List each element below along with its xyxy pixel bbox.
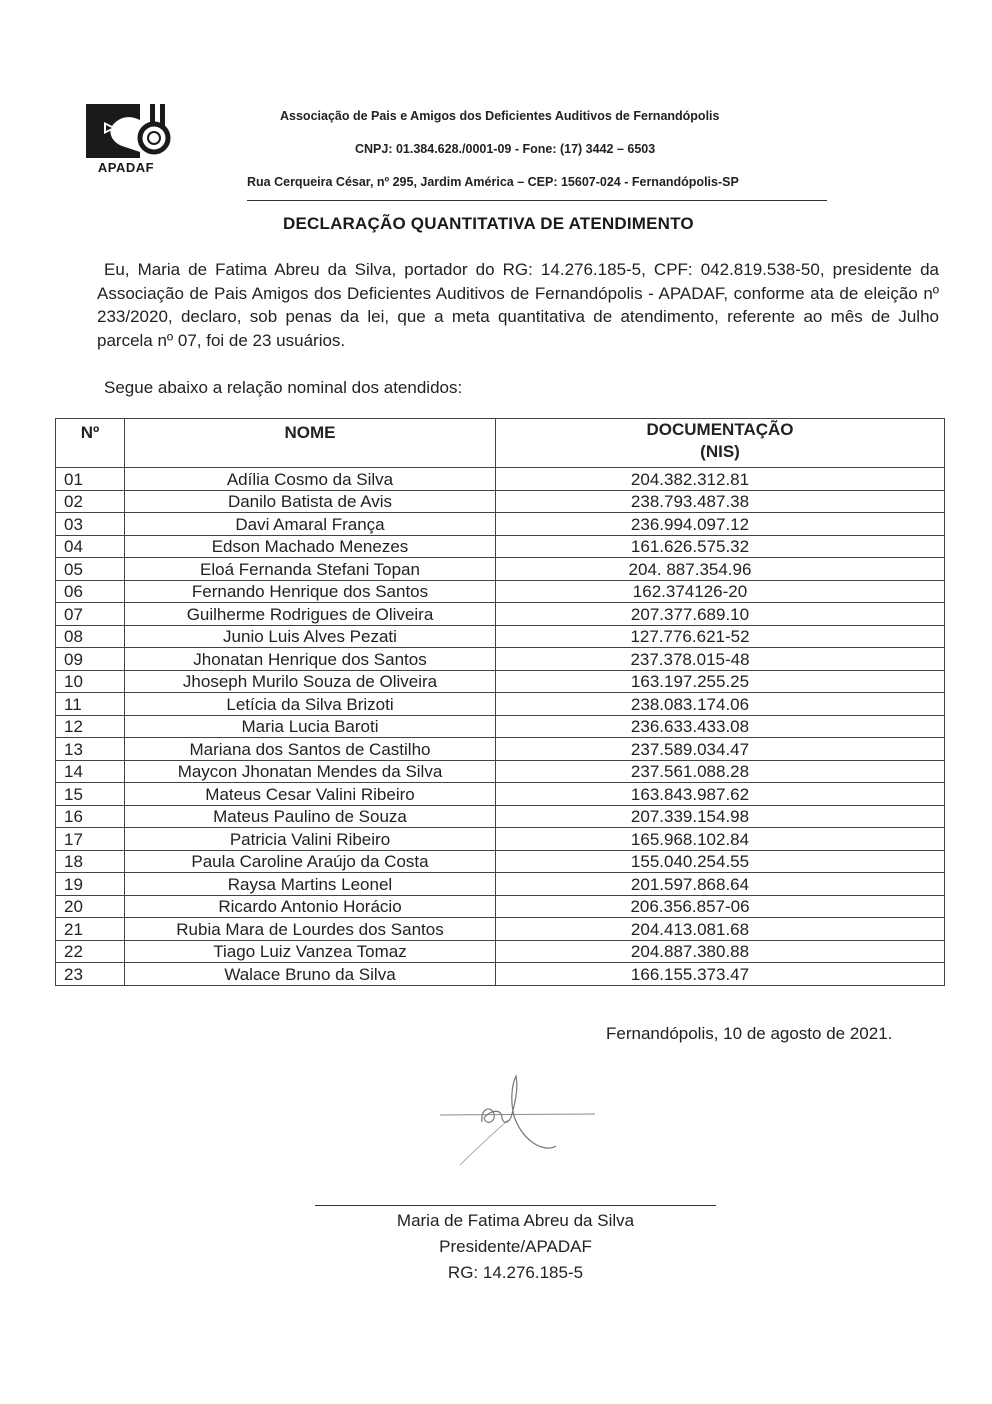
column-header-documentation-line2: (NIS) — [700, 442, 740, 461]
row-name: Patricia Valini Ribeiro — [125, 828, 496, 851]
table-row — [56, 805, 945, 828]
table-row — [56, 850, 945, 873]
row-number: 23 — [56, 963, 125, 986]
row-name: Letícia da Silva Brizoti — [125, 693, 496, 716]
table-row — [56, 738, 945, 761]
handwritten-signature — [420, 1070, 620, 1170]
column-header-documentation-line1: DOCUMENTAÇÃO — [646, 420, 794, 439]
row-nis: 206.356.857-06 — [496, 895, 945, 918]
row-nis: 163.843.987.62 — [496, 783, 945, 806]
table-row — [56, 490, 945, 513]
table-row — [56, 513, 945, 536]
table-row — [56, 693, 945, 716]
row-name: Junio Luis Alves Pezati — [125, 625, 496, 648]
column-header-name: NOME — [125, 419, 496, 468]
row-name: Eloá Fernanda Stefani Topan — [125, 558, 496, 581]
row-number: 06 — [56, 580, 125, 603]
header-divider — [247, 200, 827, 201]
row-number: 03 — [56, 513, 125, 536]
row-number: 18 — [56, 850, 125, 873]
table-row — [56, 963, 945, 986]
declaration-text: Eu, Maria de Fatima Abreu da Silva, portador do RG: 14.276.185-5, CPF: 042.819.538-50, presidente da Associação de Pais Amigos dos Deficientes Auditivos de Fernandópolis - APADAF, conforme ata de eleição nº 233/2020, declaro, sob penas da lei, que a meta quantitativa de atendimento, referente ao mês de Julho parcela nº 07, foi de 23 usuários. — [97, 260, 939, 350]
row-number: 14 — [56, 760, 125, 783]
declaration-paragraph — [97, 258, 939, 352]
table-row — [56, 670, 945, 693]
row-name: Raysa Martins Leonel — [125, 873, 496, 896]
row-nis: 127.776.621-52 — [496, 625, 945, 648]
signatory-name: Maria de Fatima Abreu da Silva — [396, 1211, 635, 1230]
row-nis: 201.597.868.64 — [496, 873, 945, 896]
table-header-row — [56, 419, 945, 468]
organization-address: Rua Cerqueira César, nº 295, Jardim América – CEP: 15607-024 - Fernandópolis-SP — [247, 175, 739, 189]
row-name: Tiago Luiz Vanzea Tomaz — [125, 940, 496, 963]
row-nis: 207.339.154.98 — [496, 805, 945, 828]
row-number: 17 — [56, 828, 125, 851]
row-number: 08 — [56, 625, 125, 648]
table-row — [56, 940, 945, 963]
list-intro-text: Segue abaixo a relação nominal dos atendidos: — [104, 378, 463, 397]
row-number: 22 — [56, 940, 125, 963]
row-number: 12 — [56, 715, 125, 738]
row-number: 01 — [56, 468, 125, 491]
row-number: 15 — [56, 783, 125, 806]
column-header-number: Nº — [56, 419, 125, 468]
row-number: 21 — [56, 918, 125, 941]
row-name: Davi Amaral França — [125, 513, 496, 536]
row-nis: 204.382.312.81 — [496, 468, 945, 491]
row-nis: 163.197.255.25 — [496, 670, 945, 693]
row-name: Walace Bruno da Silva — [125, 963, 496, 986]
signatory-block — [315, 1208, 716, 1286]
row-nis: 204.413.081.68 — [496, 918, 945, 941]
row-number: 09 — [56, 648, 125, 671]
row-name: Ricardo Antonio Horácio — [125, 895, 496, 918]
row-name: Paula Caroline Araújo da Costa — [125, 850, 496, 873]
row-nis: 237.378.015-48 — [496, 648, 945, 671]
document-title: DECLARAÇÃO QUANTITATIVA DE ATENDIMENTO — [283, 214, 694, 233]
row-number: 07 — [56, 603, 125, 626]
row-name: Mateus Paulino de Souza — [125, 805, 496, 828]
table-row — [56, 648, 945, 671]
row-nis: 237.589.034.47 — [496, 738, 945, 761]
apadaf-logo — [78, 100, 174, 180]
signatory-role: Presidente/APADAF — [439, 1237, 592, 1256]
row-name: Fernando Henrique dos Santos — [125, 580, 496, 603]
table-row — [56, 828, 945, 851]
row-number: 02 — [56, 490, 125, 513]
row-nis: 165.968.102.84 — [496, 828, 945, 851]
row-name: Jhoseph Murilo Souza de Oliveira — [125, 670, 496, 693]
row-number: 04 — [56, 535, 125, 558]
row-name: Maycon Jhonatan Mendes da Silva — [125, 760, 496, 783]
row-nis: 238.083.174.06 — [496, 693, 945, 716]
table-row — [56, 895, 945, 918]
row-nis: 236.633.433.08 — [496, 715, 945, 738]
row-nis: 204. 887.354.96 — [496, 558, 945, 581]
signatory-rg: RG: 14.276.185-5 — [447, 1263, 584, 1282]
organization-name: Associação de Pais e Amigos dos Deficientes Auditivos de Fernandópolis — [280, 109, 720, 123]
table-row — [56, 558, 945, 581]
row-nis: 207.377.689.10 — [496, 603, 945, 626]
table-row — [56, 783, 945, 806]
logo-wordmark: APADAF — [97, 160, 155, 175]
row-nis: 162.374126-20 — [496, 580, 945, 603]
row-nis: 236.994.097.12 — [496, 513, 945, 536]
place-and-date: Fernandópolis, 10 de agosto de 2021. — [606, 1024, 893, 1043]
column-header-documentation — [496, 419, 945, 468]
row-name: Edson Machado Menezes — [125, 535, 496, 558]
row-nis: 161.626.575.32 — [496, 535, 945, 558]
row-name: Mariana dos Santos de Castilho — [125, 738, 496, 761]
row-nis: 204.887.380.88 — [496, 940, 945, 963]
row-number: 19 — [56, 873, 125, 896]
row-number: 16 — [56, 805, 125, 828]
row-number: 05 — [56, 558, 125, 581]
row-name: Guilherme Rodrigues de Oliveira — [125, 603, 496, 626]
table-row — [56, 603, 945, 626]
signature-line — [315, 1205, 716, 1206]
row-name: Jhonatan Henrique dos Santos — [125, 648, 496, 671]
table-row — [56, 580, 945, 603]
table-row — [56, 760, 945, 783]
row-number: 10 — [56, 670, 125, 693]
table-row — [56, 625, 945, 648]
attendees-table — [55, 418, 945, 986]
row-nis: 155.040.254.55 — [496, 850, 945, 873]
table-row — [56, 918, 945, 941]
row-nis: 238.793.487.38 — [496, 490, 945, 513]
row-nis: 166.155.373.47 — [496, 963, 945, 986]
organization-cnpj-phone: CNPJ: 01.384.628./0001-09 - Fone: (17) 3442 – 6503 — [355, 142, 656, 156]
row-name: Mateus Cesar Valini Ribeiro — [125, 783, 496, 806]
apadaf-logo-icon — [78, 100, 174, 162]
table-row — [56, 715, 945, 738]
row-number: 11 — [56, 693, 125, 716]
row-nis: 237.561.088.28 — [496, 760, 945, 783]
row-name: Danilo Batista de Avis — [125, 490, 496, 513]
row-number: 20 — [56, 895, 125, 918]
row-name: Maria Lucia Baroti — [125, 715, 496, 738]
row-number: 13 — [56, 738, 125, 761]
row-name: Rubia Mara de Lourdes dos Santos — [125, 918, 496, 941]
table-row — [56, 468, 945, 491]
table-row — [56, 873, 945, 896]
row-name: Adília Cosmo da Silva — [125, 468, 496, 491]
table-row — [56, 535, 945, 558]
